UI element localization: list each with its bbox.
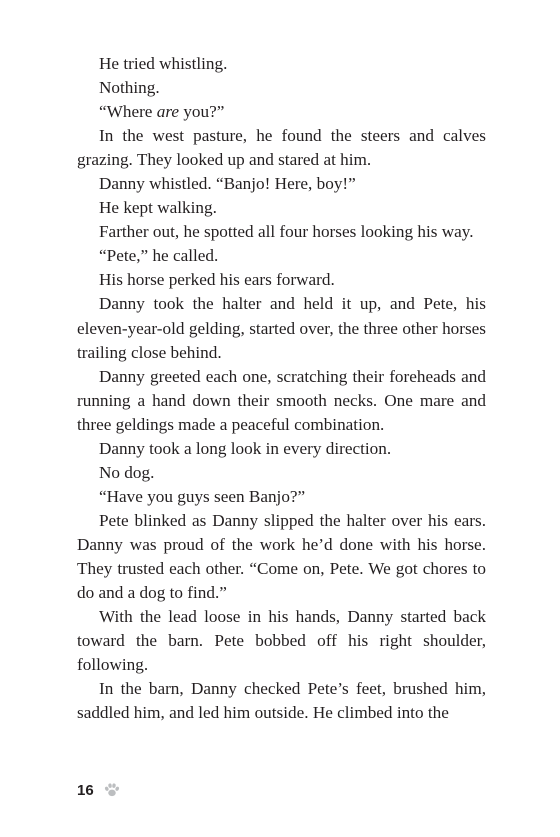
paragraph: He kept walking.	[99, 198, 217, 218]
paragraph: “Pete,” he called.	[99, 246, 219, 266]
body-text	[77, 52, 486, 725]
page-number: 16	[77, 781, 94, 799]
paragraph: With the lead loose in his hands, Danny started back toward the barn. Pete bobbed off his right shoulder, following.	[77, 607, 486, 675]
paragraph: Danny greeted each one, scratching their foreheads and running a hand down their smooth necks. One mare and three geldings made a peaceful combination.	[77, 366, 486, 434]
paragraph: Danny whistled. “Banjo! Here, boy!”	[99, 174, 356, 194]
paragraph: Nothing.	[99, 78, 160, 98]
paw-print-icon	[103, 781, 121, 799]
paragraph: In the west pasture, he found the steers and calves grazing. They looked up and stared at him.	[77, 126, 486, 170]
paragraph: “Have you guys seen Banjo?”	[99, 486, 306, 506]
paragraph: In the barn, Danny checked Pete’s feet, brushed him, saddled him, and led him outside. He climbed into the	[77, 679, 486, 723]
paragraph: Pete blinked as Danny slipped the halter over his ears. Danny was proud of the work he’d done with his horse. They trusted each other. “Come on, Pete. We got chores to do and a dog to find.”	[77, 510, 486, 603]
paragraph: No dog.	[99, 462, 155, 482]
paragraph: “Where are you?”	[99, 102, 225, 122]
page-footer	[77, 779, 121, 801]
paragraph: His horse perked his ears forward.	[99, 270, 335, 290]
paragraph: Danny took a long look in every direction.	[99, 438, 392, 458]
paragraph: Farther out, he spotted all four horses looking his way.	[99, 222, 474, 242]
emphasis: are	[156, 102, 180, 122]
paragraph: He tried whistling.	[99, 54, 228, 73]
paragraph: Danny took the halter and held it up, and Pete, his eleven-year-old gelding, started over, the three other horses trailing close behind.	[77, 294, 486, 362]
